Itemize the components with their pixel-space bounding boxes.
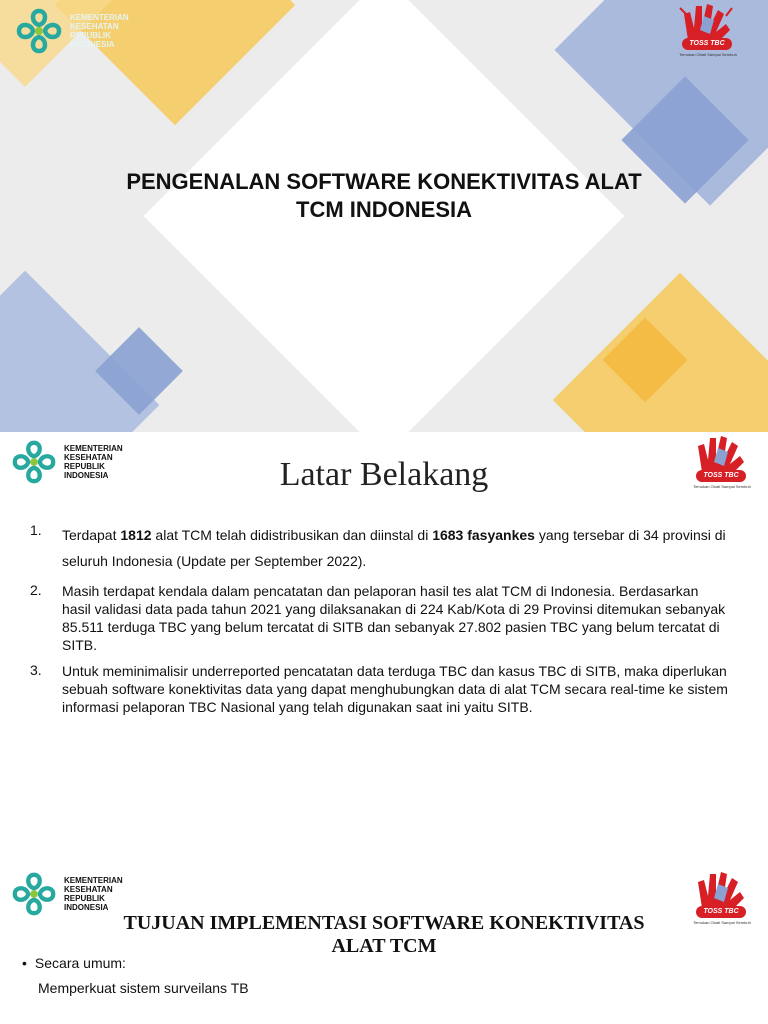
list-number: 1.: [30, 522, 42, 538]
toss-tagline: Temukan Obati Sampai Sembuh: [693, 484, 751, 489]
title-line: PENGENALAN SOFTWARE KONEKTIVITAS ALAT: [126, 169, 642, 194]
slide-title: [60, 912, 708, 958]
background-list: [30, 522, 730, 724]
title-line: TCM INDONESIA: [296, 197, 472, 222]
list-item: [30, 662, 730, 716]
org-line: REPUBLIK: [70, 31, 111, 40]
org-line: KESEHATAN: [64, 885, 113, 894]
slide-title: Latar Belakang: [279, 456, 489, 493]
org-line: KEMENTERIAN: [64, 876, 123, 885]
org-line: KEMENTERIAN: [64, 444, 123, 453]
kemenkes-wordmark: [64, 876, 123, 912]
list-text: Masih terdapat kendala dalam pencatatan dan pelaporan hasil tes alat TCM di Indonesia. Berdasarkan hasil validasi data pada tahun 2021 yang dilaksanakan di 224 Kab/Kota di 29 Provinsi ditemukan sebanyak 85.511 terduga TBC yang belum tercatat di SITB dan sebanyak 27.802 pasien TBC yang belum tercatat di SITB.: [62, 583, 726, 653]
list-number: 3.: [30, 662, 42, 678]
toss-tbc-badge: TOSS TBC: [696, 906, 746, 918]
kemenkes-logo: [14, 6, 129, 56]
org-line: REPUBLIK: [64, 462, 105, 471]
list-number: 2.: [30, 582, 42, 598]
kemenkes-emblem-icon: [14, 6, 64, 56]
sub-bullet-text: Memperkuat sistem surveilans TB: [38, 980, 249, 996]
toss-tbc-badge: TOSS TBC: [682, 38, 732, 50]
org-line: KESEHATAN: [64, 453, 113, 462]
highlight-count: 1683 fasyankes: [432, 527, 535, 543]
bullet-dot-icon: •: [22, 955, 27, 971]
raised-hands-icon: [674, 2, 740, 42]
list-item: [30, 582, 730, 654]
list-item: [30, 522, 730, 574]
toss-tagline: Temukan Obati Sampai Sembuh: [679, 52, 737, 57]
highlight-count: 1812: [120, 527, 152, 543]
slide-title: [50, 168, 718, 224]
raised-hands-icon: [688, 870, 754, 910]
toss-tagline: Temukan Obati Sampai Sembuh: [693, 920, 751, 925]
kemenkes-emblem-icon: [10, 868, 58, 920]
org-line: REPUBLIK: [64, 894, 105, 903]
toss-tbc-badge: TOSS TBC: [696, 470, 746, 482]
org-line: INDONESIA: [70, 40, 115, 49]
org-line: INDONESIA: [64, 903, 109, 912]
list-text: Terdapat 1812 alat TCM telah didistribusikan dan diinstal di 1683 fasyankes yang tersebar di 34 provinsi di seluruh Indonesia (Update per September 2022).: [62, 527, 726, 569]
org-line: KEMENTERIAN: [70, 13, 129, 22]
title-slide: [0, 0, 768, 432]
toss-tbc-logo: [674, 2, 740, 64]
title-line: TUJUAN IMPLEMENTASI SOFTWARE KONEKTIVITAS: [123, 912, 645, 934]
list-text: Untuk meminimalisir underreported pencatatan data terduga TBC dan kasus TBC di SITB, maka diperlukan sebuah software konektivitas data yang dapat menghubungkan data di alat TCM secara real-time ke sistem informasi pelaporan TBC Nasional yang telah digunakan saat ini yaitu SITB.: [62, 663, 728, 715]
org-line: KESEHATAN: [70, 22, 119, 31]
org-line: INDONESIA: [64, 471, 109, 480]
bullet-text: Secara umum:: [34, 955, 126, 971]
bullet-item: [22, 955, 126, 971]
kemenkes-wordmark: [70, 13, 129, 49]
title-line: ALAT TCM: [331, 935, 437, 957]
